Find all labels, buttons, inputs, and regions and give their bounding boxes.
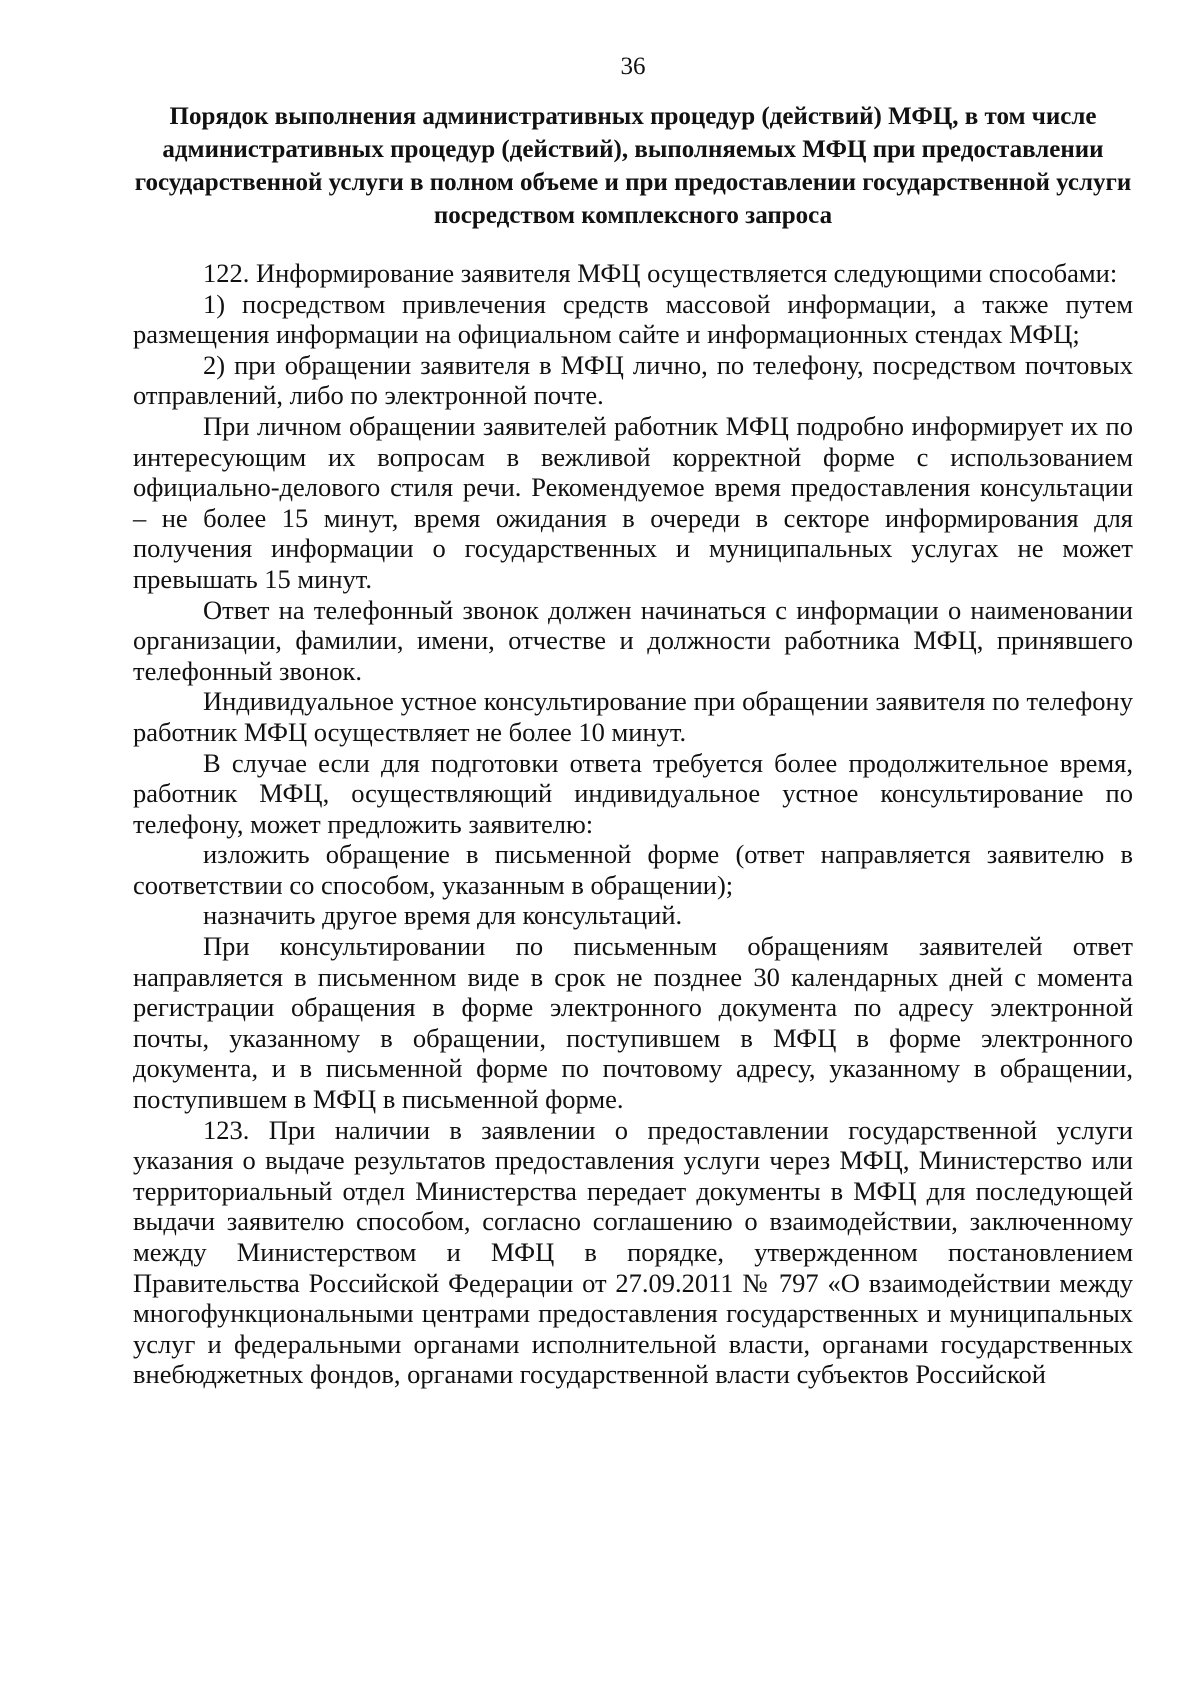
- paragraph-122: 122. Информирование заявителя МФЦ осуществляется следующими способами:: [203, 258, 1118, 288]
- paragraph-written-requests: При консультировании по письменным обращениям заявителей ответ направляется в письменном виде в срок не позднее 30 календарных дней с момента регистрации обращения в форме электронного документа по адресу электронной почты, указанному в обращении, поступившем в МФЦ в форме электронного документа, и в письменной форме по почтовому адресу, указанному в обращении, поступившем в МФЦ в письменной форме.: [133, 931, 1133, 1115]
- paragraph-option-reschedule: назначить другое время для консультаций.: [203, 900, 683, 931]
- paragraph-option-written: изложить обращение в письменной форме (ответ направляется заявителю в соответствии со способом, указанным в обращении);: [133, 839, 1133, 900]
- paragraph-longer-time: В случае если для подготовки ответа требуется более продолжительное время, работник МФЦ, осуществляющий индивидуальное устное консультирование по телефону, может предложить заявителю:: [133, 747, 1133, 839]
- paragraph-phone-consultation: Индивидуальное устное консультирование при обращении заявителя по телефону работник МФЦ осуществляет не более 10 минут.: [133, 686, 1133, 747]
- paragraph-123: 123. При наличии в заявлении о предоставлении государственной услуги указания о выдаче результатов предоставления услуги через МФЦ, Министерство или территориальный отдел Министерства передает документы в МФЦ для последующей выдачи заявителю способом, согласно соглашению о взаимодействии, заключенному между Министерством и МФЦ в порядке, утвержденном постановлением Правительства Российской Федерации от 27.09.2011 № 797 «О взаимодействии между многофункциональными центрами предоставления государственных и муниципальных услуг и федеральными органами исполнительной власти, органами государственных внебюджетных фондов, органами государственной власти субъектов Российской: [133, 1114, 1133, 1390]
- paragraph-item-1: 1) посредством привлечения средств массовой информации, а также путем размещения информации на официальном сайте и информационных стендах МФЦ;: [133, 288, 1133, 350]
- section-title: Порядок выполнения административных процедур (действий) МФЦ, в том числе административных процедур (действий), выполняемых МФЦ при предоставлении государственной услуги в полном объеме и при предоставлении государственной услуги посредством комплексного запроса: [134, 103, 1132, 229]
- document-body: [133, 258, 1133, 1390]
- paragraph-phone-answer: Ответ на телефонный звонок должен начинаться с информации о наименовании организации, фамилии, имени, отчестве и должности работника МФЦ, принявшего телефонный звонок.: [133, 594, 1133, 686]
- paragraph-item-2: 2) при обращении заявителя в МФЦ лично, по телефону, посредством почтовых отправлений, либо по электронной почте.: [133, 349, 1133, 411]
- document-page: [133, 52, 1133, 1390]
- page-number: 36: [620, 53, 646, 80]
- paragraph-personal-visit: При личном обращении заявителей работник МФЦ подробно информирует их по интересующим их вопросам в вежливой корректной форме с использованием официально-делового стиля речи. Рекомендуемое время предоставления консультации – не более 15 минут, время ожидания в очереди в секторе информирования для получения информации о государственных и муниципальных услугах не может превышать 15 минут.: [133, 410, 1133, 594]
